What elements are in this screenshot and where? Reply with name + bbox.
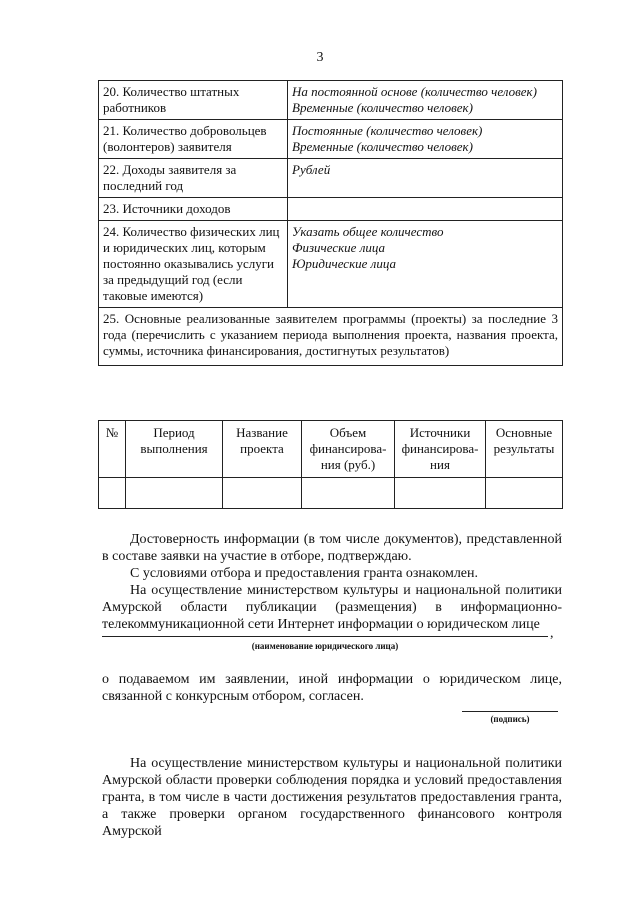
- row-label: 22. Доходы заявителя за последний год: [99, 159, 288, 198]
- row-value[interactable]: [288, 221, 563, 308]
- table-cell[interactable]: [486, 478, 563, 509]
- page-number: 3: [316, 50, 324, 65]
- table-row: [99, 198, 563, 221]
- table-cell[interactable]: [99, 478, 126, 509]
- paragraph-consent: о подаваемом им заявлении, иной информации о юридическом лице, связанной с конкурсным отбором, согласен.: [102, 672, 562, 704]
- table-row: [99, 81, 563, 120]
- row-value[interactable]: [288, 198, 563, 221]
- row-label: 23. Источники доходов: [99, 198, 288, 221]
- signature-caption: (подпись): [490, 714, 530, 724]
- value-line: На постоянной основе (количество человек): [292, 84, 537, 99]
- table-header-row: [99, 421, 563, 478]
- table-row: [99, 159, 563, 198]
- value-line: Рублей: [292, 162, 331, 177]
- table-row: [99, 221, 563, 308]
- value-line: Временные (количество человек): [292, 139, 473, 154]
- paragraph-publication: На осуществление министерством культуры и национальной политики Амурской области публикации (размещения) в информационно-телекоммуникационной сети Интернет информации о юридическом лице: [102, 583, 562, 632]
- col-header-funding-amount: Объем финансирова-ния (руб.): [302, 421, 395, 478]
- projects-table: [98, 420, 563, 509]
- signature-line[interactable]: [462, 711, 558, 712]
- paragraph-accuracy: Достоверность информации (в том числе документов), представленной в составе заявки на участие в отборе, подтверждаю.: [102, 532, 562, 564]
- table-row: [99, 308, 563, 366]
- row-value[interactable]: [288, 81, 563, 120]
- value-line: Указать общее количество: [292, 224, 444, 239]
- legal-name-line[interactable]: [102, 636, 548, 637]
- table-row: [99, 120, 563, 159]
- col-header-period: Период выполнения: [126, 421, 223, 478]
- row-value[interactable]: [288, 159, 563, 198]
- table-row: [99, 478, 563, 509]
- value-line: Юридические лица: [292, 256, 396, 271]
- value-line: Физические лица: [292, 240, 386, 255]
- comma: ,: [550, 626, 554, 641]
- legal-name-caption: (наименование юридического лица): [251, 641, 399, 651]
- col-header-funding-sources: Источники финансирова-ния: [395, 421, 486, 478]
- col-header-number: №: [99, 421, 126, 478]
- row-label: 21. Количество добровольцев (волонтеров) заявителя: [99, 120, 288, 159]
- table-cell[interactable]: [302, 478, 395, 509]
- row-label: 24. Количество физических лиц и юридических лиц, которым постоянно оказывались услуги за предыдущий год (если таковые имеются): [99, 221, 288, 308]
- col-header-results: Основные результаты: [486, 421, 563, 478]
- col-header-project-name: Название проекта: [223, 421, 302, 478]
- table-cell[interactable]: [223, 478, 302, 509]
- value-line: Временные (количество человек): [292, 100, 473, 115]
- table-cell[interactable]: [395, 478, 486, 509]
- row-value[interactable]: [288, 120, 563, 159]
- paragraph-conditions: С условиями отбора и предоставления гранта ознакомлен.: [130, 566, 479, 581]
- row-label: 20. Количество штатных работников: [99, 81, 288, 120]
- row-25-text: 25. Основные реализованные заявителем программы (проекты) за последние 3 года (перечислить с указанием периода выполнения проекта, названия проекта, суммы, источника финансирования, достигнутых результатов): [99, 308, 563, 366]
- application-form-table: [98, 80, 563, 366]
- table-cell[interactable]: [126, 478, 223, 509]
- paragraph-verification: На осуществление министерством культуры и национальной политики Амурской области проверки соблюдения порядка и условий предоставления гранта, в том числе в части достижения результатов предоставления гранта, а также проверки органом государственного финансового контроля Амурской: [102, 756, 562, 839]
- value-line: Постоянные (количество человек): [292, 123, 483, 138]
